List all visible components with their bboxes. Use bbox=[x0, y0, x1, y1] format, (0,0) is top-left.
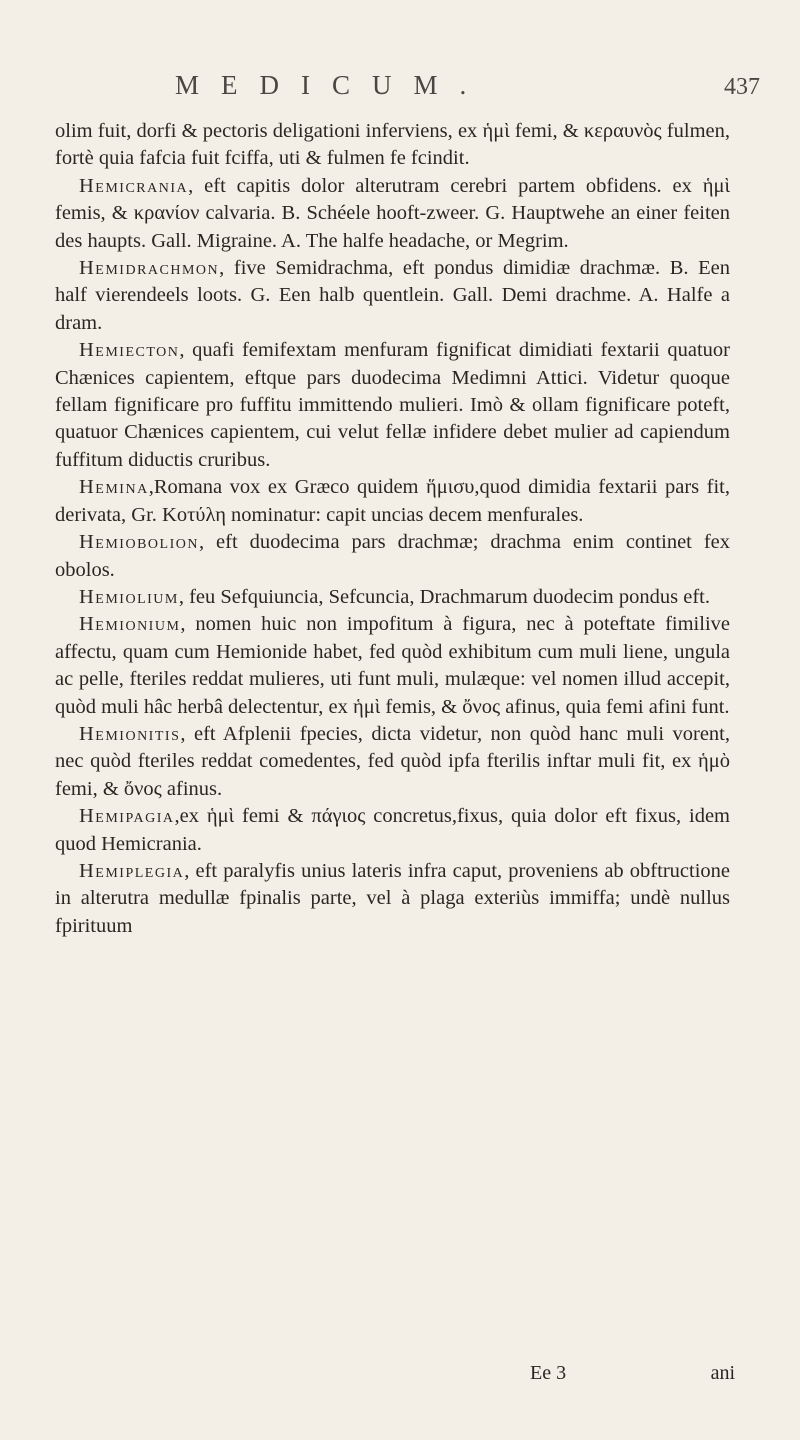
entry-text: , eft Afplenii fpecies, dicta videtur, non quòd hanc muli vorent, nec quòd fteriles reddat comedentes, fed quòd ipfa fterilis inftar muli fit, ex ἡμὸ femi, & ὄνος afinus. bbox=[55, 722, 730, 800]
dictionary-body bbox=[55, 118, 730, 940]
entry-hemicrania bbox=[55, 173, 730, 255]
entry-headword: Hemiecton bbox=[79, 339, 180, 362]
entry-text: , eft duodecima pars drachmæ; drachma enim continet fex obolos. bbox=[55, 531, 730, 581]
signature-mark: Ee 3 bbox=[530, 1362, 567, 1384]
entry-hemina bbox=[55, 474, 730, 529]
entry-hemidrachmon bbox=[55, 255, 730, 337]
entry-headword: Hemionitis bbox=[79, 722, 181, 745]
entry-text: , nomen huic non impofitum à figura, nec à poteftate fimilive affectu, quam cum Hemionide habet, fed quòd exhibitum cum muli liene, ungula ac pelle, fteriles reddat mulieres, uti funt muli, mulæque: vel nomen illud accepit, quòd muli hâc herbâ delectentur, ex ἡμὶ femis, & ὄνος afinus, quia femi afini funt. bbox=[55, 613, 730, 718]
entry-text: , quafi femifextam menfuram fignificat dimidiati fextarii quatuor Chænices capientem, eftque pars duodecima Medimni Attici. Videtur quoque fellam fignificare pro fuffitu immittendo mulieri. Imò & ollam fignificare poteft, quatuor Chænices capientem, cui velut fellæ infidere debet mulier ad capiendum fuffitum diductis cruribus. bbox=[55, 339, 730, 471]
entry-hemiplegia bbox=[55, 858, 730, 940]
entry-text: , five Semidrachma, eft pondus dimidiæ drachmæ. B. Een half vierendeels loots. G. Een halb quentlein. Gall. Demi drachme. A. Halfe a dram. bbox=[55, 257, 730, 334]
page-header bbox=[55, 70, 760, 110]
entry-text: , eft capitis dolor alterutram cerebri partem obfidens. ex ἡμὶ femis, & κρανίον calvaria. B. Schéele hooft-zweer. G. Hauptwehe an einer feiten des haupts. Gall. Migraine. A. The halfe headache, or Megrim. bbox=[55, 174, 730, 252]
entry-hemionium bbox=[55, 611, 730, 721]
entry-headword: Hemipagia bbox=[79, 805, 175, 828]
entry-continuation bbox=[55, 118, 730, 173]
entry-text: , feu Sefquiuncia, Sefcuncia, Drachmarum duodecim pondus eft. bbox=[178, 585, 710, 608]
entry-text: ,Romana vox ex Græco quidem ἥμισυ,quod dimidia fextarii pars fit, derivata, Gr. Κοτύλη nominatur: capit uncias decem menfurales. bbox=[55, 476, 730, 526]
entry-hemiobolion bbox=[55, 529, 730, 584]
entry-hemionitis bbox=[55, 721, 730, 803]
entry-hemiolium bbox=[55, 584, 730, 611]
page-number: 437 bbox=[724, 74, 760, 100]
page-footer bbox=[55, 1362, 735, 1392]
entry-headword: Hemionium bbox=[79, 613, 181, 636]
running-head: MEDICUM. bbox=[175, 70, 489, 100]
entry-hemipagia bbox=[55, 803, 730, 858]
entry-text: ,ex ἡμὶ femi & πάγιος concretus,fixus, quia dolor eft fixus, idem quod Hemicrania. bbox=[55, 805, 730, 855]
entry-headword: Hemidrachmon bbox=[79, 257, 220, 280]
entry-headword: Hemicrania bbox=[79, 174, 189, 197]
entry-headword: Hemiolium bbox=[79, 585, 179, 608]
entry-headword: Hemina bbox=[79, 476, 149, 499]
entry-text: olim fuit, dorfi & pectoris deligationi inferviens, ex ἡμὶ femi, & κεραυνὸς fulmen, fortè quia fafcia fuit fciffa, uti & fulmen fe fcindit. bbox=[55, 120, 730, 170]
catchword: ani bbox=[710, 1362, 735, 1384]
entry-hemiecton bbox=[55, 337, 730, 474]
entry-headword: Hemiobolion bbox=[79, 531, 199, 554]
entry-headword: Hemiplegia bbox=[79, 859, 185, 882]
entry-text: , eft paralyfis unius lateris infra caput, proveniens ab obftructione in alterutra medullæ fpinalis parte, vel à plaga exteriùs immiffa; undè nullus fpirituum bbox=[55, 859, 730, 937]
